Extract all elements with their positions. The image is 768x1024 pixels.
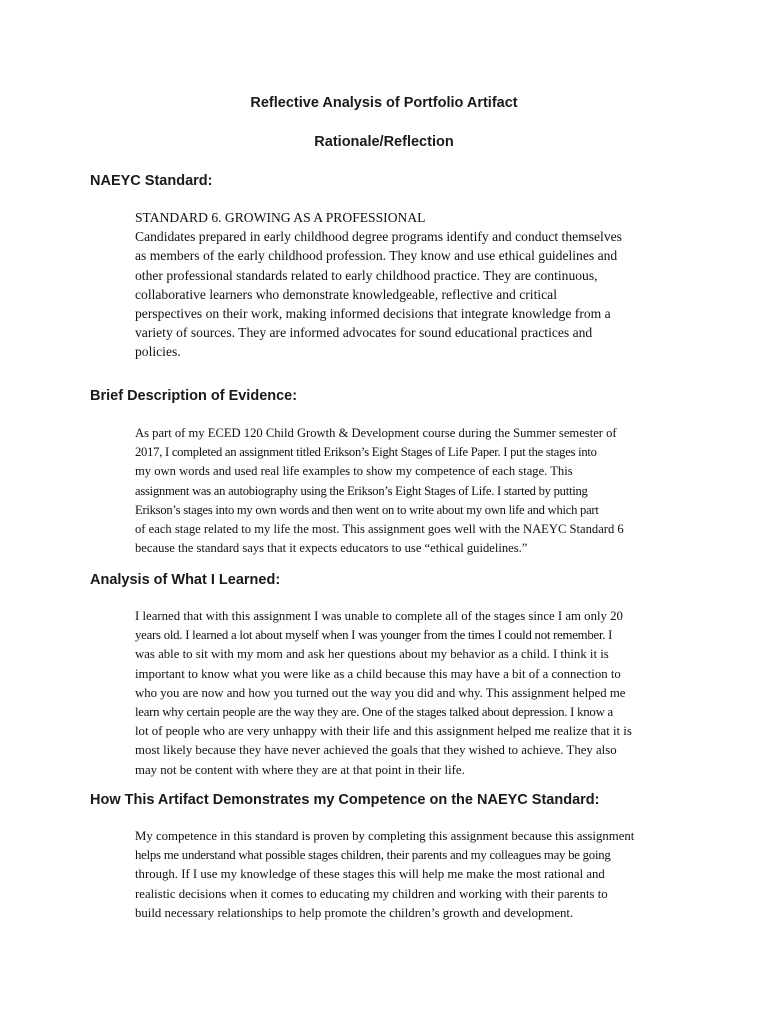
- text-line: of each stage related to my life the most. This assignment goes well with the NAEYC Standard 6: [135, 522, 624, 537]
- section-heading-analysis: Analysis of What I Learned:: [90, 572, 281, 588]
- text-line: years old. I learned a lot about myself when I was younger from the times I could not remember. I: [135, 628, 613, 643]
- text-line: was able to sit with my mom and ask her questions about my behavior as a child. I think it is: [135, 647, 609, 662]
- text-line: realistic decisions when it comes to educating my children and working with their parents to: [135, 886, 608, 901]
- section-body-competence: [135, 827, 680, 923]
- text-line: most likely because they have never achieved the goals that they wished to achieve. They also: [135, 743, 617, 758]
- text-line: perspectives on their work, making informed decisions that integrate knowledge from a: [135, 306, 611, 322]
- text-line: who you are now and how you turned out the way you did and why. This assignment helped me: [135, 685, 626, 700]
- section-body-evidence: [135, 424, 680, 558]
- section-heading-naeyc-standard: NAEYC Standard:: [90, 173, 213, 189]
- text-line: as members of the early childhood profession. They know and use ethical guidelines and: [135, 248, 618, 264]
- text-line: through. If I use my knowledge of these stages this will help me make the most rational and: [135, 867, 605, 882]
- text-line: other professional standards related to early childhood practice. They are continuous,: [135, 267, 598, 283]
- text-line: policies.: [135, 344, 181, 360]
- document-title: Reflective Analysis of Portfolio Artifact: [250, 95, 518, 111]
- text-line: As part of my ECED 120 Child Growth & Development course during the Summer semester of: [135, 426, 617, 440]
- section-heading-competence: How This Artifact Demonstrates my Competence on the NAEYC Standard:: [90, 792, 600, 808]
- text-line: helps me understand what possible stages children, their parents and my colleagues may be going: [135, 848, 611, 863]
- section-body-naeyc-standard: [135, 208, 680, 362]
- section-heading-evidence: Brief Description of Evidence:: [90, 388, 298, 404]
- text-line: because the standard says that it expects educators to use “ethical guidelines.”: [135, 541, 528, 556]
- text-line: My competence in this standard is proven by completing this assignment because this assignment: [135, 829, 635, 843]
- section-body-analysis: [135, 607, 680, 780]
- text-line: important to know what you were like as a child because this may have a bit of a connection to: [135, 666, 621, 681]
- text-line: collaborative learners who demonstrate knowledgeable, reflective and critical: [135, 286, 557, 302]
- text-line: lot of people who are very unhappy with their life and this assignment helped me realize that it is: [135, 724, 632, 739]
- text-line: variety of sources. They are informed advocates for sound educational practices and: [135, 325, 593, 341]
- text-line: build necessary relationships to help promote the children’s growth and development.: [135, 905, 574, 920]
- text-line: my own words and used real life examples to show my competence of each stage. This: [135, 464, 573, 479]
- text-line: 2017, I completed an assignment titled Erikson’s Eight Stages of Life Paper. I put the stages into: [135, 445, 597, 460]
- text-line: Erikson’s stages into my own words and then went on to write about my own life and which part: [135, 502, 599, 517]
- text-line: learn why certain people are the way they are. One of the stages talked about depression. I know a: [135, 705, 613, 720]
- text-line: I learned that with this assignment I was unable to complete all of the stages since I am only 20: [135, 609, 623, 623]
- text-line: assignment was an autobiography using the Erikson’s Eight Stages of Life. I started by putting: [135, 483, 588, 498]
- text-line: Candidates prepared in early childhood degree programs identify and conduct themselves: [135, 229, 622, 245]
- document-subtitle: Rationale/Reflection: [314, 134, 454, 150]
- text-line: STANDARD 6. GROWING AS A PROFESSIONAL: [135, 210, 426, 225]
- text-line: may not be content with where they are at that point in their life.: [135, 762, 465, 777]
